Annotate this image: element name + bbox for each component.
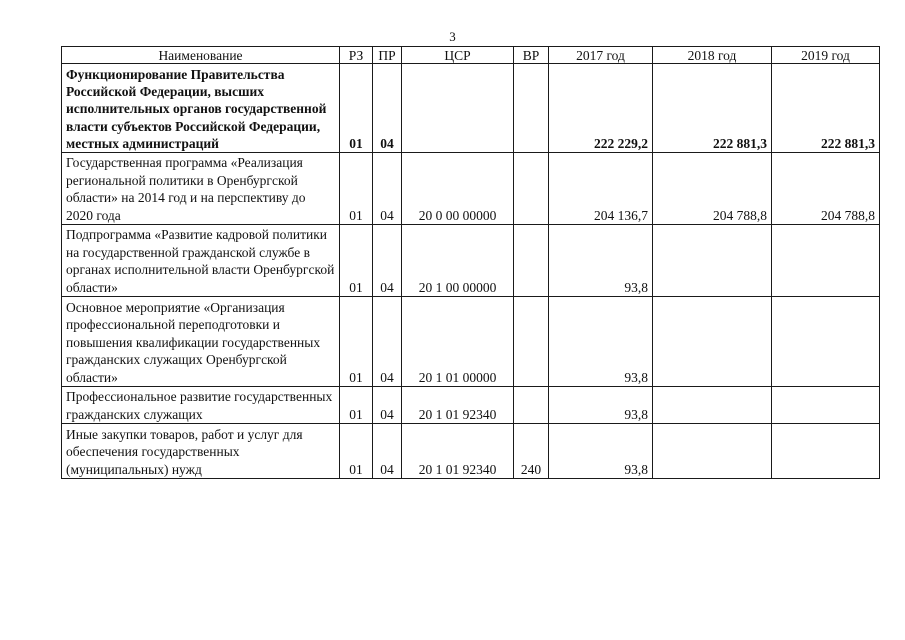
header-name: Наименование — [62, 47, 340, 64]
row-csr: 20 1 01 92340 — [402, 387, 514, 424]
row-2019 — [772, 225, 880, 297]
row-2017: 93,8 — [549, 225, 653, 297]
header-pr: ПР — [373, 47, 402, 64]
row-vr — [514, 64, 549, 153]
row-vr — [514, 153, 549, 225]
page-number: 3 — [449, 29, 456, 44]
row-2018 — [653, 387, 772, 424]
row-vr — [514, 225, 549, 297]
row-rz: 01 — [340, 297, 373, 387]
row-2017: 93,8 — [549, 387, 653, 424]
row-csr: 20 1 01 00000 — [402, 297, 514, 387]
row-2017: 204 136,7 — [549, 153, 653, 225]
row-2017: 93,8 — [549, 424, 653, 479]
row-pr: 04 — [373, 225, 402, 297]
row-pr: 04 — [373, 297, 402, 387]
table-row — [62, 424, 880, 479]
row-2019 — [772, 297, 880, 387]
header-2017: 2017 год — [549, 47, 653, 64]
row-2018 — [653, 424, 772, 479]
row-name: Иные закупки товаров, работ и услуг для обеспечения государственных (муниципальных) нужд — [62, 424, 340, 479]
row-2017: 222 229,2 — [549, 64, 653, 153]
header-2018: 2018 год — [653, 47, 772, 64]
row-csr: 20 0 00 00000 — [402, 153, 514, 225]
row-rz: 01 — [340, 64, 373, 153]
table-row — [62, 387, 880, 424]
table-row — [62, 225, 880, 297]
row-2018: 204 788,8 — [653, 153, 772, 225]
row-rz: 01 — [340, 387, 373, 424]
row-csr — [402, 64, 514, 153]
row-pr: 04 — [373, 64, 402, 153]
row-pr: 04 — [373, 387, 402, 424]
row-2018 — [653, 225, 772, 297]
row-rz: 01 — [340, 153, 373, 225]
row-2019 — [772, 387, 880, 424]
header-csr: ЦСР — [402, 47, 514, 64]
row-name: Функционирование Правительства Российской Федерации, высших исполнительных органов государственной власти субъектов Российской Федерации, местных администраций — [62, 64, 340, 153]
table-row — [62, 153, 880, 225]
row-pr: 04 — [373, 424, 402, 479]
row-name: Государственная программа «Реализация региональной политики в Оренбургской области» на 2014 год и на перспективу до 2020 года — [62, 153, 340, 225]
budget-table — [61, 46, 880, 479]
row-2018: 222 881,3 — [653, 64, 772, 153]
row-rz: 01 — [340, 225, 373, 297]
header-row — [62, 47, 880, 64]
header-rz: РЗ — [340, 47, 373, 64]
table-row — [62, 297, 880, 387]
row-name: Основное мероприятие «Организация профессиональной переподготовки и повышения квалификации государственных гражданских служащих Оренбургской области» — [62, 297, 340, 387]
row-2019: 222 881,3 — [772, 64, 880, 153]
row-name: Профессиональное развитие государственных гражданских служащих — [62, 387, 340, 424]
row-vr: 240 — [514, 424, 549, 479]
row-2018 — [653, 297, 772, 387]
row-pr: 04 — [373, 153, 402, 225]
row-vr — [514, 297, 549, 387]
row-name: Подпрограмма «Развитие кадровой политики на государственной гражданской службе в органах исполнительной власти Оренбургской области» — [62, 225, 340, 297]
row-2017: 93,8 — [549, 297, 653, 387]
row-rz: 01 — [340, 424, 373, 479]
header-2019: 2019 год — [772, 47, 880, 64]
header-vr: ВР — [514, 47, 549, 64]
table-row — [62, 64, 880, 153]
row-vr — [514, 387, 549, 424]
row-2019 — [772, 424, 880, 479]
row-2019: 204 788,8 — [772, 153, 880, 225]
row-csr: 20 1 00 00000 — [402, 225, 514, 297]
row-csr: 20 1 01 92340 — [402, 424, 514, 479]
